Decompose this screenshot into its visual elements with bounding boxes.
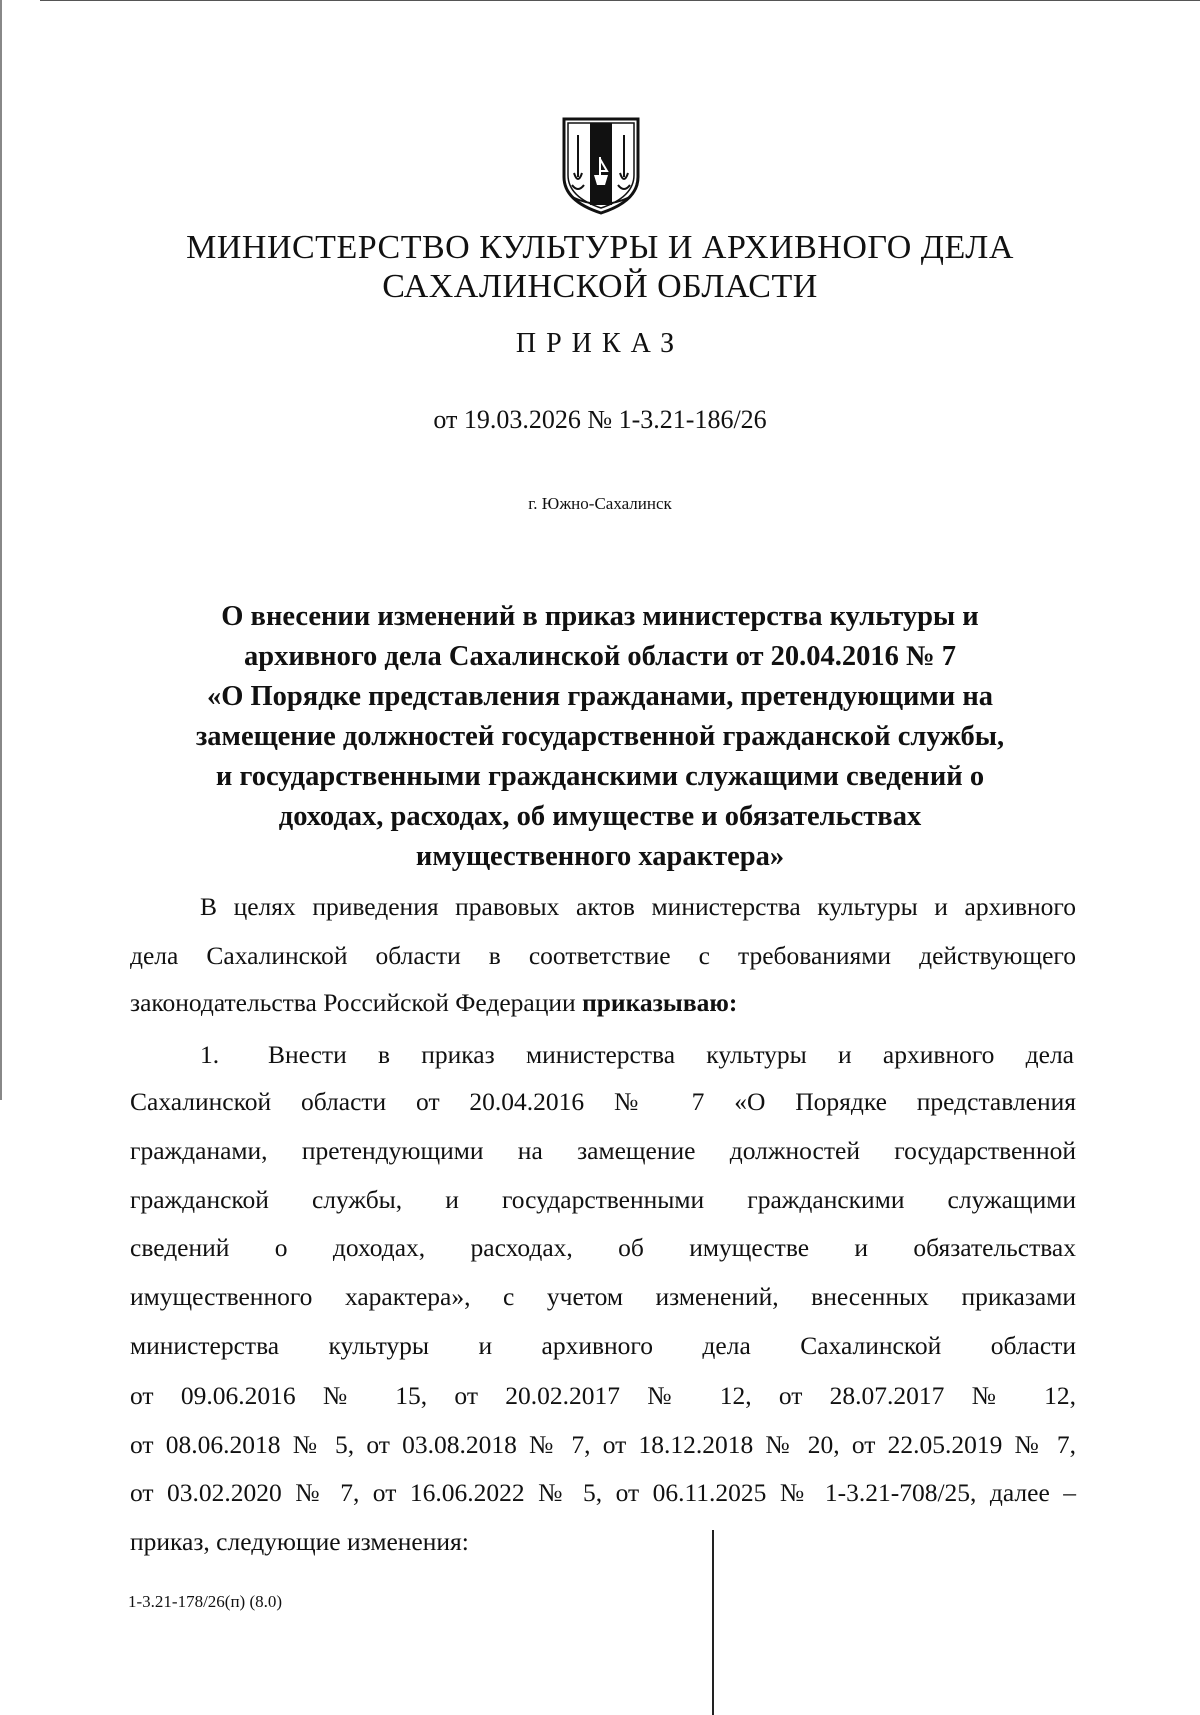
title-line: архивного дела Сахалинской области от 20.04.2016 № 7 [243,641,956,672]
title-line: имущественного характера» [415,841,785,872]
order-verb: приказываю: [582,988,738,1017]
item-1-last-line: приказ, следующие изменения: [130,1527,469,1556]
scan-artifact-line [712,1530,714,1715]
ministry-name-line1: МИНИСТЕРСТВО КУЛЬТУРЫ И АРХИВНОГО ДЕЛА [186,229,1014,266]
title-line: О внесении изменений в приказ министерства культуры и [221,601,979,632]
item-1-line: гражданской службы, и государственными гражданскими служащими [130,1185,1076,1214]
document-type: ПРИКАЗ [515,328,685,359]
item-number: 1. [200,1040,220,1069]
title-line: доходах, расходах, об имуществе и обязательствах [278,801,922,832]
issue-city: г. Южно-Сахалинск [528,494,672,513]
document-title [120,597,1080,877]
preamble-line [130,986,1076,1020]
title-line: замещение должностей государственной гражданской службы, [195,721,1005,752]
item-1-line: гражданами, претендующими на замещение должностей государственной [130,1136,1076,1165]
item-1-first-line [200,1038,1076,1072]
item-1-line: от 03.02.2020 № 7, от 16.06.2022 № 5, от 06.11.2025 № 1-3.21-708/25, далее – [130,1478,1076,1507]
item-1-line: от 09.06.2016 № 15, от 20.02.2017 № 12, от 28.07.2017 № 12, [130,1381,1076,1410]
preamble-line: дела Сахалинской области в соответствие с требованиями действующего [130,941,1076,970]
scan-top-edge [40,0,1200,1]
order-number-date: от 19.03.2026 № 1-3.21-186/26 [433,405,767,434]
document-reference: 1-3.21-178/26(п) (8.0) [128,1592,283,1611]
item-1-line: сведений о доходах, расходах, об имуществе и обязательствах [130,1233,1076,1262]
ministry-name-line2: САХАЛИНСКОЙ ОБЛАСТИ [382,268,818,305]
title-line: «О Порядке представления гражданами, претендующими на [206,681,994,712]
preamble-text: законодательства Российской Федерации [130,988,576,1017]
preamble-line: В целях приведения правовых актов министерства культуры и архивного [200,892,1076,921]
title-line: и государственными гражданскими служащими сведений о [215,761,985,792]
item-1-line: от 08.06.2018 № 5, от 03.08.2018 № 7, от 18.12.2018 № 20, от 22.05.2019 № 7, [130,1430,1076,1459]
scan-edge-line [0,0,2,1100]
item-1-line: министерства культуры и архивного дела Сахалинской области [130,1331,1076,1360]
item-1-line: имущественного характера», с учетом изменений, внесенных приказами [130,1282,1076,1311]
item-1-line: Сахалинской области от 20.04.2016 № 7 «О Порядке представления [130,1087,1076,1116]
item-text: Внести в приказ министерства культуры и архивного дела [268,1040,1074,1069]
coat-of-arms-icon [558,115,644,215]
